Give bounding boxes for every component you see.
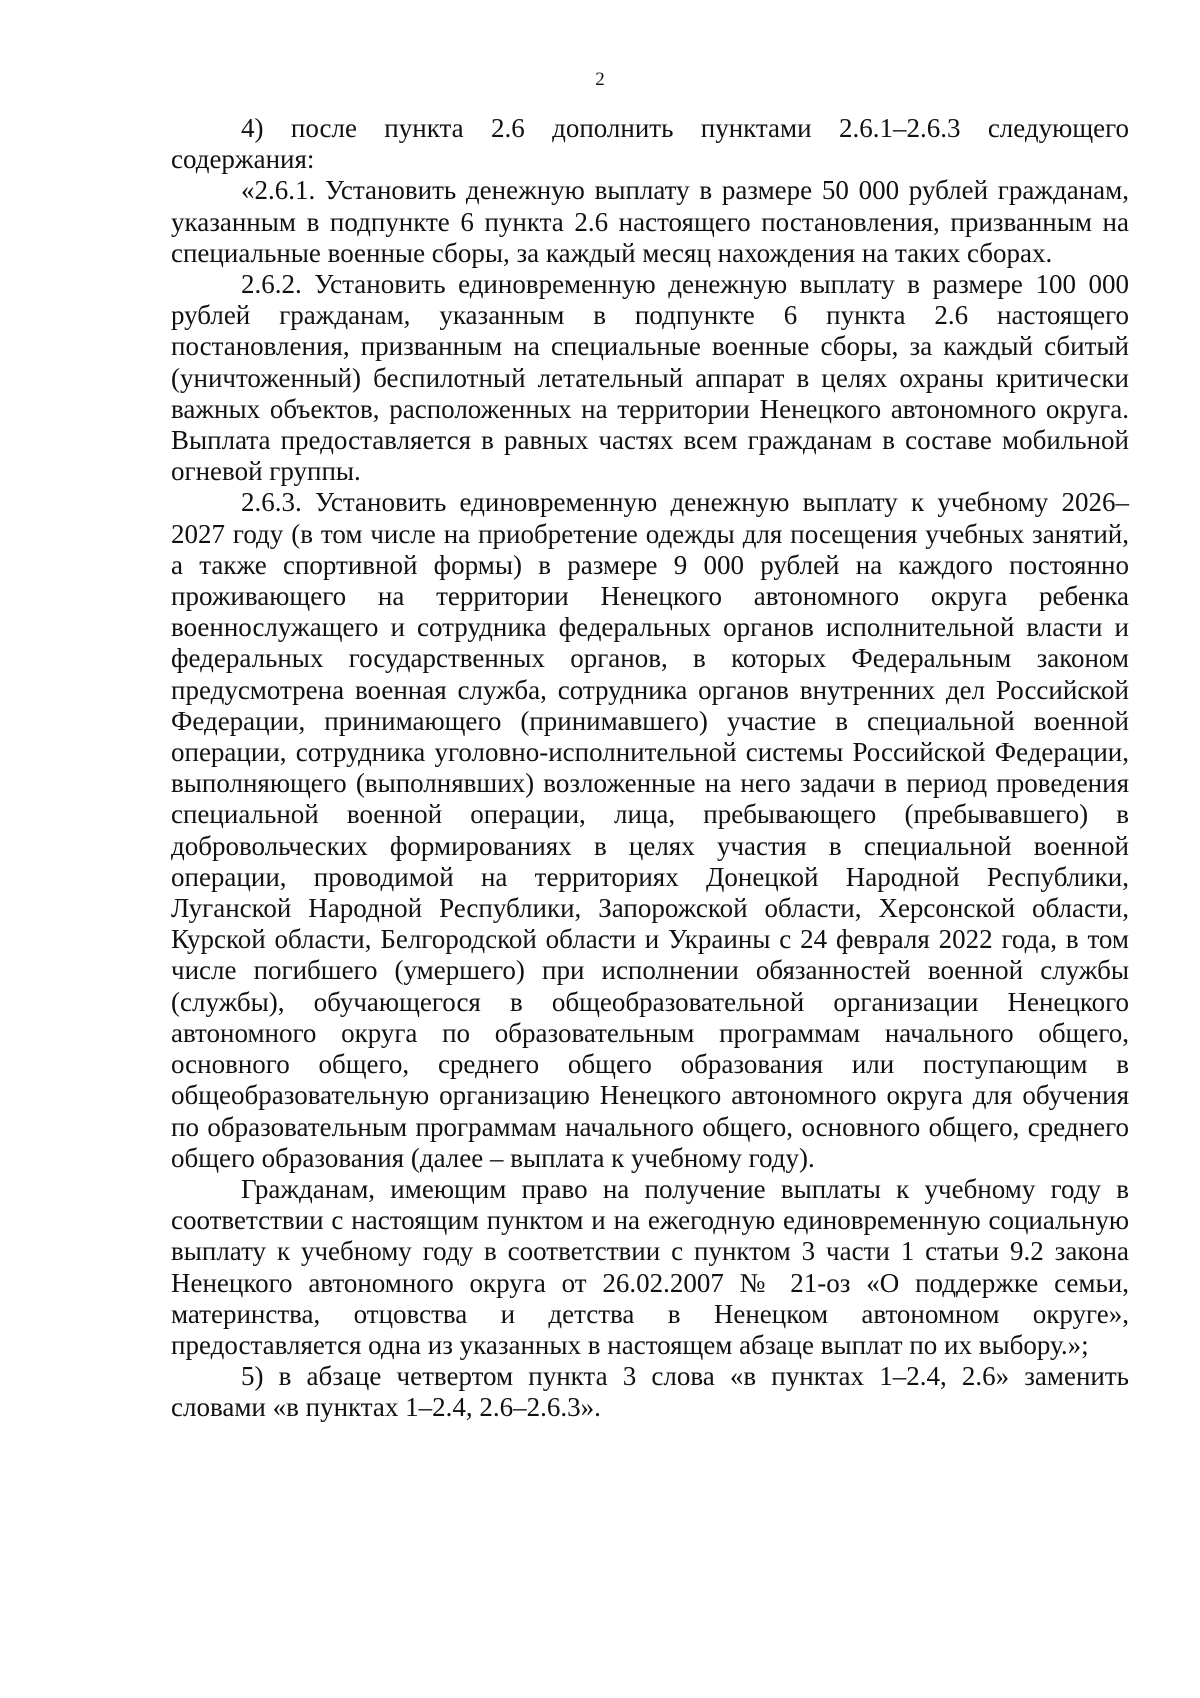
paragraph-2-6-3: 2.6.3. Установить единовременную денежную выплату к учебному 2026–2027 году (в том числе на приобретение одежды для посещения учебных занятий, а также спортивной формы) в размере 9 000 рублей на каждого постоянно проживающего на территории Ненецкого автономного округа ребенка военнослужащего и сотрудника федеральных органов исполнительной власти и федеральных государственных органов, в которых Федеральным законом предусмотрена военная служба, сотрудника органов внутренних дел Российской Федерации, принимающего (принимавшего) участие в специальной военной операции, сотрудника уголовно-исполнительной системы Российской Федерации, выполняющего (выполнявших) возложенные на него задачи в период проведения специальной военной операции, лица, пребывающего (пребывавшего) в добровольческих формированиях в целях участия в специальной военной операции, проводимой на территориях Донецкой Народной Республики, Луганской Народной Республики, Запорожской области, Херсонской области, Курской области, Белгородской области и Украины с 24 февраля 2022 года, в том числе погибшего (умершего) при исполнении обязанностей военной службы (службы), обучающегося в общеобразовательной организации Ненецкого автономного округа по образовательным программам начального общего, основного общего, среднего общего образования или поступающим в общеобразовательную организацию Ненецкого автономного округа для обучения по образовательным программам начального общего, основного общего, среднего общего образования (далее – выплата к учебному году). bbox=[171, 487, 1129, 1173]
document-body bbox=[171, 113, 1129, 1424]
paragraph-2-6-1: «2.6.1. Установить денежную выплату в размере 50 000 рублей гражданам, указанным в подпункте 6 пункта 2.6 настоящего постановления, призванным на специальные военные сборы, за каждый месяц нахождения на таких сборах. bbox=[171, 175, 1129, 268]
paragraph-item-5: 5) в абзаце четвертом пункта 3 слова «в пунктах 1–2.4, 2.6» заменить словами «в пунктах 1–2.4, 2.6–2.6.3». bbox=[171, 1361, 1129, 1423]
page-number: 2 bbox=[595, 69, 605, 90]
paragraph-item-4: 4) после пункта 2.6 дополнить пунктами 2.6.1–2.6.3 следующего содержания: bbox=[171, 113, 1129, 175]
paragraph-citizens-choice: Гражданам, имеющим право на получение выплаты к учебному году в соответствии с настоящим пунктом и на ежегодную единовременную социальную выплату к учебному году в соответствии с пунктом 3 части 1 статьи 9.2 закона Ненецкого автономного округа от 26.02.2007 № 21-оз «О поддержке семьи, материнства, отцовства и детства в Ненецком автономном округе», предоставляется одна из указанных в настоящем абзаце выплат по их выбору.»; bbox=[171, 1173, 1129, 1360]
paragraph-2-6-2: 2.6.2. Установить единовременную денежную выплату в размере 100 000 рублей гражданам, указанным в подпункте 6 пункта 2.6 настоящего постановления, призванным на специальные военные сборы, за каждый сбитый (уничтоженный) беспилотный летательный аппарат в целях охраны критически важных объектов, расположенных на территории Ненецкого автономного округа. Выплата предоставляется в равных частях всем гражданам в составе мобильной огневой группы. bbox=[171, 269, 1129, 487]
